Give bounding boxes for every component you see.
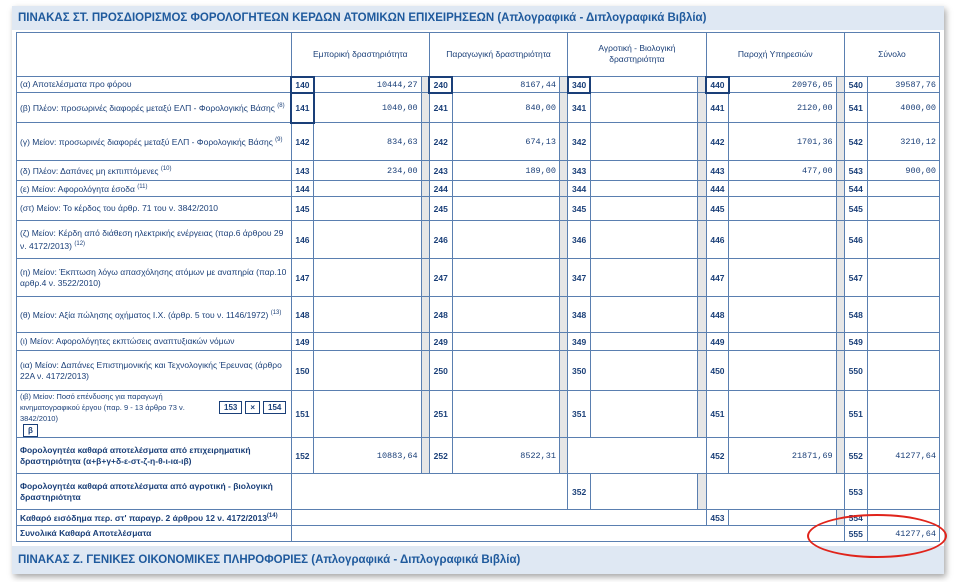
table-row <box>17 197 940 221</box>
value-field[interactable] <box>314 391 421 438</box>
total-value[interactable]: 4000,00 <box>867 93 939 123</box>
shaded-cell <box>698 123 706 161</box>
row-label <box>17 123 292 161</box>
footnote-ref: (12) <box>74 240 86 247</box>
empty-cell <box>291 510 706 526</box>
shaded-cell <box>421 161 429 181</box>
row-label <box>17 181 292 197</box>
value-field[interactable] <box>314 221 421 259</box>
value-field[interactable] <box>452 181 559 197</box>
value-field[interactable] <box>729 259 836 297</box>
field-code: 343 <box>568 161 591 181</box>
footnote-ref: (11) <box>137 184 148 191</box>
empty-cell <box>291 474 568 510</box>
shaded-cell <box>421 181 429 197</box>
row-label-text: (ε) Μείον: Αφορολόγητα έσοδα <box>20 183 135 194</box>
value-field[interactable] <box>314 259 421 297</box>
shaded-cell <box>559 259 567 297</box>
field-code: 248 <box>429 297 452 333</box>
col-header-agricultural: Αγροτική - Βιολογική δραστηριότητα <box>568 33 706 77</box>
shaded-cell <box>836 123 844 161</box>
field-code: 352 <box>568 474 591 510</box>
value-field[interactable] <box>590 351 697 391</box>
field-code: 152 <box>291 438 314 474</box>
sub-field-153[interactable]: 153 <box>219 401 242 414</box>
field-code: 143 <box>291 161 314 181</box>
table-row <box>17 77 940 93</box>
field-code: 440 <box>706 77 729 93</box>
value-field[interactable]: 834,63 <box>314 123 421 161</box>
row-label <box>17 161 292 181</box>
field-code: 345 <box>568 197 591 221</box>
field-code: 245 <box>429 197 452 221</box>
field-code: 444 <box>706 181 729 197</box>
value-field[interactable]: 477,00 <box>729 161 836 181</box>
value-field[interactable] <box>590 181 697 197</box>
field-code: 344 <box>568 181 591 197</box>
row-label <box>17 93 292 123</box>
total-value[interactable] <box>867 297 939 333</box>
row-label <box>17 297 292 333</box>
row-label: (α) Αποτελέσματα προ φόρου <box>17 77 292 93</box>
row-label-text: (ιβ) Μείον: Ποσό επένδυσης για παραγωγή κινηματογραφικού έργου (παρ. 9 - 13 άρθρο 73 ν. 3842/2010) <box>20 392 185 423</box>
row-label <box>17 221 292 259</box>
value-field[interactable] <box>729 391 836 438</box>
field-code: 448 <box>706 297 729 333</box>
value-field[interactable] <box>314 333 421 351</box>
value-field[interactable] <box>590 221 697 259</box>
field-code: 141 <box>291 93 314 123</box>
field-code: 346 <box>568 221 591 259</box>
total-value[interactable] <box>867 333 939 351</box>
shaded-cell <box>698 221 706 259</box>
row-label-text: (ζ) Μείον: Κέρδη από διάθεση ηλεκτρικής ενέργειας (παρ.6 άρθρου 29 ν. 4172/2013) <box>20 227 284 251</box>
shaded-cell <box>559 161 567 181</box>
value-field[interactable]: 189,00 <box>452 161 559 181</box>
total-value[interactable]: 3210,12 <box>867 123 939 161</box>
value-field[interactable] <box>590 259 697 297</box>
value-field[interactable] <box>314 197 421 221</box>
row-label-text: (δ) Πλέον: Δαπάνες μη εκπιπτόμενες <box>20 165 159 176</box>
field-code: 443 <box>706 161 729 181</box>
field-code: 542 <box>844 123 867 161</box>
row-label <box>17 391 292 438</box>
total-value[interactable] <box>867 351 939 391</box>
shaded-cell <box>421 93 429 123</box>
value-field[interactable]: 1701,36 <box>729 123 836 161</box>
field-code: 550 <box>844 351 867 391</box>
total-value[interactable]: 39587,76 <box>867 77 939 93</box>
shaded-cell <box>698 161 706 181</box>
shaded-cell <box>698 391 706 438</box>
field-code: 453 <box>706 510 729 526</box>
field-code: 350 <box>568 351 591 391</box>
table-title-banner: ΠΙΝΑΚΑΣ ΣΤ. ΠΡΟΣΔΙΟΡΙΣΜΟΣ ΦΟΡΟΛΟΓΗΤΕΩΝ ΚΕΡΔΩΝ ΑΤΟΜΙΚΩΝ ΕΠΙΧΕΙΡΗΣΕΩΝ (Απλογραφικά - Διπλογραφικά Βιβλία) <box>12 6 944 30</box>
shaded-cell <box>698 181 706 197</box>
multiply-sign: × <box>245 401 260 414</box>
total-value[interactable] <box>867 221 939 259</box>
shaded-cell <box>421 391 429 438</box>
grand-total-value[interactable]: 41277,64 <box>867 526 939 542</box>
total-value[interactable] <box>867 391 939 438</box>
table-row <box>17 161 940 181</box>
table-row <box>17 297 940 333</box>
value-field[interactable]: 21871,69 <box>729 438 836 474</box>
field-code: 147 <box>291 259 314 297</box>
shaded-cell <box>421 259 429 297</box>
field-code: 552 <box>844 438 867 474</box>
table-row <box>17 259 940 297</box>
total-value[interactable] <box>867 181 939 197</box>
field-code: 547 <box>844 259 867 297</box>
value-field[interactable] <box>452 197 559 221</box>
footnote-ref: (14) <box>266 513 278 520</box>
field-code: 246 <box>429 221 452 259</box>
field-code: 452 <box>706 438 729 474</box>
value-field[interactable]: 10444,27 <box>314 77 421 93</box>
field-code: 149 <box>291 333 314 351</box>
shaded-cell <box>836 181 844 197</box>
shaded-cell <box>559 438 567 474</box>
shaded-cell <box>698 93 706 123</box>
value-field[interactable] <box>590 333 697 351</box>
shaded-cell <box>836 438 844 474</box>
value-field[interactable] <box>452 391 559 438</box>
value-field[interactable] <box>314 297 421 333</box>
footnote-ref: (13) <box>270 310 282 317</box>
sub-field-beta: β <box>23 424 38 437</box>
value-field[interactable] <box>729 351 836 391</box>
field-code: 140 <box>291 77 314 93</box>
shaded-cell <box>698 297 706 333</box>
shaded-cell <box>559 77 567 93</box>
field-code: 445 <box>706 197 729 221</box>
field-code: 348 <box>568 297 591 333</box>
row-label: (ια) Μείον: Δαπάνες Επιστημονικής και Τεχνολογικής Έρευνας (άρθρο 22Α ν. 4172/2013) <box>17 351 292 391</box>
field-code: 548 <box>844 297 867 333</box>
field-code: 243 <box>429 161 452 181</box>
table-row <box>17 526 940 542</box>
shaded-cell <box>698 474 706 510</box>
shaded-cell <box>698 333 706 351</box>
row-label: Φορολογητέα καθαρά αποτελέσματα από επιχειρηματική δραστηριότητα (α+β+γ+δ-ε-στ-ζ-η-θ-ι-ια-ιβ) <box>17 438 292 474</box>
header-blank <box>17 33 292 77</box>
total-value[interactable] <box>867 197 939 221</box>
field-code: 142 <box>291 123 314 161</box>
footnote-ref: (9) <box>275 137 283 144</box>
row-label-text: (γ) Μείον: προσωρινές διαφορές μεταξύ ΕΛΠ - Φορολογικής Βάσης <box>20 136 273 147</box>
col-header-productive: Παραγωγική δραστηριότητα <box>429 33 567 77</box>
shaded-cell <box>559 197 567 221</box>
shaded-cell <box>559 93 567 123</box>
field-code: 544 <box>844 181 867 197</box>
value-field[interactable] <box>590 161 697 181</box>
value-field[interactable] <box>452 221 559 259</box>
total-value[interactable]: 900,00 <box>867 161 939 181</box>
field-code: 549 <box>844 333 867 351</box>
table-row <box>17 333 940 351</box>
value-field[interactable] <box>314 351 421 391</box>
sub-field-154[interactable]: 154 <box>263 401 286 414</box>
field-code: 341 <box>568 93 591 123</box>
field-code: 244 <box>429 181 452 197</box>
shaded-cell <box>836 93 844 123</box>
table-row <box>17 123 940 161</box>
table-row <box>17 438 940 474</box>
field-code: 241 <box>429 93 452 123</box>
value-field[interactable]: 1040,00 <box>314 93 421 123</box>
value-field[interactable]: 10883,64 <box>314 438 421 474</box>
shaded-cell <box>559 351 567 391</box>
shaded-cell <box>559 181 567 197</box>
shaded-cell <box>421 333 429 351</box>
header-row <box>17 33 940 77</box>
field-code: 151 <box>291 391 314 438</box>
total-value[interactable] <box>867 474 939 510</box>
shaded-cell <box>836 161 844 181</box>
shaded-cell <box>421 221 429 259</box>
total-value[interactable]: 41277,64 <box>867 438 939 474</box>
tax-form-sheet <box>12 6 944 574</box>
value-field[interactable] <box>452 297 559 333</box>
field-code: 251 <box>429 391 452 438</box>
table-row <box>17 351 940 391</box>
value-field[interactable]: 840,00 <box>452 93 559 123</box>
field-code: 447 <box>706 259 729 297</box>
field-code: 242 <box>429 123 452 161</box>
shaded-cell <box>836 333 844 351</box>
table-row <box>17 181 940 197</box>
value-field[interactable] <box>590 197 697 221</box>
field-code: 553 <box>844 474 867 510</box>
value-field[interactable] <box>729 197 836 221</box>
shaded-cell <box>421 297 429 333</box>
value-field[interactable] <box>590 297 697 333</box>
col-header-commercial: Εμπορική δραστηριότητα <box>291 33 429 77</box>
shaded-cell <box>836 77 844 93</box>
value-field[interactable] <box>590 93 697 123</box>
shaded-cell <box>559 123 567 161</box>
profit-calculation-table <box>16 32 940 542</box>
field-code: 250 <box>429 351 452 391</box>
next-table-title-banner: ΠΙΝΑΚΑΣ Ζ. ΓΕΝΙΚΕΣ ΟΙΚΟΝΟΜΙΚΕΣ ΠΛΗΡΟΦΟΡΙΕΣ (Απλογραφικά - Διπλογραφικά Βιβλία) <box>12 546 944 574</box>
field-code: 449 <box>706 333 729 351</box>
shaded-cell <box>836 391 844 438</box>
row-label-text: Καθαρό εισόδημα περ. στ' παραγρ. 2 άρθρου 12 ν. 4172/2013 <box>20 512 267 523</box>
field-code: 446 <box>706 221 729 259</box>
shaded-cell <box>421 123 429 161</box>
footnote-ref: (8) <box>277 103 285 110</box>
shaded-cell <box>698 259 706 297</box>
field-code: 551 <box>844 391 867 438</box>
value-field[interactable] <box>729 297 836 333</box>
row-label: Φορολογητέα καθαρά αποτελέσματα από αγροτική - βιολογική δραστηριότητα <box>17 474 292 510</box>
field-code: 148 <box>291 297 314 333</box>
table-row <box>17 221 940 259</box>
field-code: 441 <box>706 93 729 123</box>
value-field[interactable] <box>590 474 697 510</box>
field-code: 146 <box>291 221 314 259</box>
value-field[interactable] <box>729 181 836 197</box>
shaded-cell <box>421 77 429 93</box>
shaded-cell <box>421 438 429 474</box>
value-field[interactable] <box>590 77 697 93</box>
empty-cell <box>568 438 706 474</box>
field-code: 351 <box>568 391 591 438</box>
value-field[interactable] <box>314 181 421 197</box>
field-code: 150 <box>291 351 314 391</box>
field-code: 145 <box>291 197 314 221</box>
field-code: 349 <box>568 333 591 351</box>
field-code: 442 <box>706 123 729 161</box>
shaded-cell <box>559 391 567 438</box>
field-code: 240 <box>429 77 452 93</box>
field-code: 554 <box>844 510 867 526</box>
field-code: 340 <box>568 77 591 93</box>
empty-cell <box>706 474 844 510</box>
field-code: 543 <box>844 161 867 181</box>
table-row <box>17 474 940 510</box>
col-header-total: Σύνολο <box>844 33 939 77</box>
row-label <box>17 510 292 526</box>
table-row <box>17 93 940 123</box>
shaded-cell <box>836 297 844 333</box>
field-code: 546 <box>844 221 867 259</box>
shaded-cell <box>836 259 844 297</box>
row-label-text: (θ) Μείον: Αξία πώλησης οχήματος Ι.Χ. (άρθρ. 5 του ν. 1146/1972) <box>20 309 269 320</box>
row-label: (στ) Μείον: Το κέρδος του άρθρ. 71 του ν. 3842/2010 <box>17 197 292 221</box>
table-row <box>17 391 940 438</box>
value-field[interactable] <box>452 259 559 297</box>
value-field[interactable]: 2120,00 <box>729 93 836 123</box>
row-label: (ι) Μείον: Αφορολόγητες εκπτώσεις αναπτυξιακών νόμων <box>17 333 292 351</box>
shaded-cell <box>421 197 429 221</box>
footnote-ref: (10) <box>160 166 172 173</box>
shaded-cell <box>836 351 844 391</box>
shaded-cell <box>698 77 706 93</box>
field-code: 347 <box>568 259 591 297</box>
empty-cell <box>291 526 844 542</box>
field-code: 541 <box>844 93 867 123</box>
field-code: 555 <box>844 526 867 542</box>
value-field[interactable]: 8522,31 <box>452 438 559 474</box>
value-field[interactable] <box>590 391 697 438</box>
shaded-cell <box>836 197 844 221</box>
row-label: (η) Μείον: Έκπτωση λόγω απασχόλησης ατόμων με αναπηρία (παρ.10 αρθρ.4 ν. 3522/2010) <box>17 259 292 297</box>
value-field[interactable]: 20976,05 <box>729 77 836 93</box>
shaded-cell <box>559 297 567 333</box>
value-field[interactable] <box>729 333 836 351</box>
field-code: 545 <box>844 197 867 221</box>
value-field[interactable]: 674,13 <box>452 123 559 161</box>
value-field[interactable] <box>452 351 559 391</box>
field-code: 249 <box>429 333 452 351</box>
shaded-cell <box>559 221 567 259</box>
field-code: 451 <box>706 391 729 438</box>
highlight-circle <box>807 514 947 558</box>
total-value[interactable] <box>867 259 939 297</box>
field-code: 540 <box>844 77 867 93</box>
shaded-cell <box>421 351 429 391</box>
shaded-cell <box>836 221 844 259</box>
value-field[interactable] <box>729 221 836 259</box>
field-code: 144 <box>291 181 314 197</box>
value-field[interactable] <box>452 333 559 351</box>
value-field[interactable] <box>590 123 697 161</box>
field-code: 450 <box>706 351 729 391</box>
shaded-cell <box>698 197 706 221</box>
table-row <box>17 510 940 526</box>
field-code: 252 <box>429 438 452 474</box>
field-code: 342 <box>568 123 591 161</box>
shaded-cell <box>559 333 567 351</box>
value-field[interactable]: 234,00 <box>314 161 421 181</box>
row-label-text: (β) Πλέον: προσωρινές διαφορές μεταξύ ΕΛΠ - Φορολογικής Βάσης <box>20 102 275 113</box>
col-header-services: Παροχή Υπηρεσιών <box>706 33 844 77</box>
field-code: 247 <box>429 259 452 297</box>
shaded-cell <box>698 351 706 391</box>
value-field[interactable]: 8167,44 <box>452 77 559 93</box>
row-label: Συνολικά Καθαρά Αποτελέσματα <box>17 526 292 542</box>
